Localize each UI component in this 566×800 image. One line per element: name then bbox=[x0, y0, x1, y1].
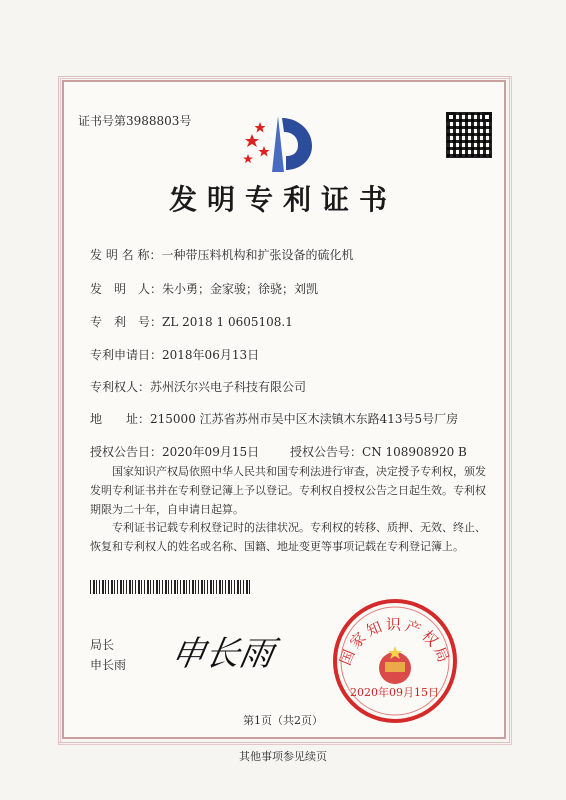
official-seal-icon bbox=[330, 596, 460, 726]
field-patent-no bbox=[90, 313, 293, 330]
patentee-label: 专利权人： bbox=[90, 380, 151, 394]
field-grant-no bbox=[290, 443, 467, 460]
grant-date-value: 2020年09月15日 bbox=[162, 445, 260, 459]
seal-date: 2020年09月15日 bbox=[350, 686, 439, 699]
inventors-label: 发 明 人： bbox=[90, 282, 163, 296]
field-address bbox=[90, 410, 458, 427]
invention-name-value: 一种带压料机构和扩张设备的硫化机 bbox=[161, 248, 354, 262]
field-invention-name bbox=[90, 246, 353, 263]
cnipa-logo-icon bbox=[240, 112, 320, 177]
certificate-number: 证书号第3988803号 bbox=[78, 114, 192, 128]
page-number: 第1页（共2页） bbox=[243, 714, 323, 727]
legal-paragraph-2: 专利证书记载专利权登记时的法律状况。专利权的转移、质押、无效、终止、恢复和专利权人的姓名或名称、国籍、地址变更等事项记载在专利登记簿上。 bbox=[90, 521, 486, 553]
director-signature: 申长雨 bbox=[167, 634, 277, 674]
grant-date-label: 授权公告日： bbox=[90, 445, 163, 459]
patent-no-label: 专 利 号： bbox=[90, 315, 163, 329]
seal-text: 国家知识产权局 bbox=[336, 615, 454, 668]
field-patentee bbox=[90, 378, 306, 395]
patentee-value: 苏州沃尔兴电子科技有限公司 bbox=[150, 380, 307, 394]
legal-paragraph-1: 国家知识产权局依照中华人民共和国专利法进行审查，决定授予专利权，颁发发明专利证书并在专利登记簿上予以登记。专利权自授权公告之日起生效。专利权期限为二十年，自申请日起算。 bbox=[90, 465, 486, 516]
filing-date-value: 2018年06月13日 bbox=[162, 348, 260, 362]
footer-note: 其他事项参见续页 bbox=[239, 750, 327, 763]
qr-code-icon bbox=[446, 112, 492, 158]
field-grant-date bbox=[90, 443, 259, 460]
field-inventors bbox=[90, 280, 318, 297]
invention-name-label: 发 明 名 称： bbox=[90, 248, 162, 262]
address-value: 215000 江苏省苏州市吴中区木渎镇木东路413号5号厂房 bbox=[150, 412, 459, 426]
address-label: 地 址： bbox=[90, 412, 151, 426]
patent-no-value: ZL 2018 1 0605108.1 bbox=[162, 315, 293, 329]
director-title: 局长 bbox=[90, 638, 115, 652]
grant-no-label: 授权公告号： bbox=[290, 445, 363, 459]
inventors-value: 朱小勇；金家骏；徐骁；刘凯 bbox=[162, 282, 319, 296]
grant-no-value: CN 108908920 B bbox=[362, 445, 467, 459]
field-filing-date bbox=[90, 346, 259, 363]
director-name: 申长雨 bbox=[90, 658, 127, 672]
filing-date-label: 专利申请日： bbox=[90, 348, 163, 362]
barcode-icon bbox=[90, 580, 250, 594]
certificate-title: 发明专利证书 bbox=[168, 183, 397, 216]
